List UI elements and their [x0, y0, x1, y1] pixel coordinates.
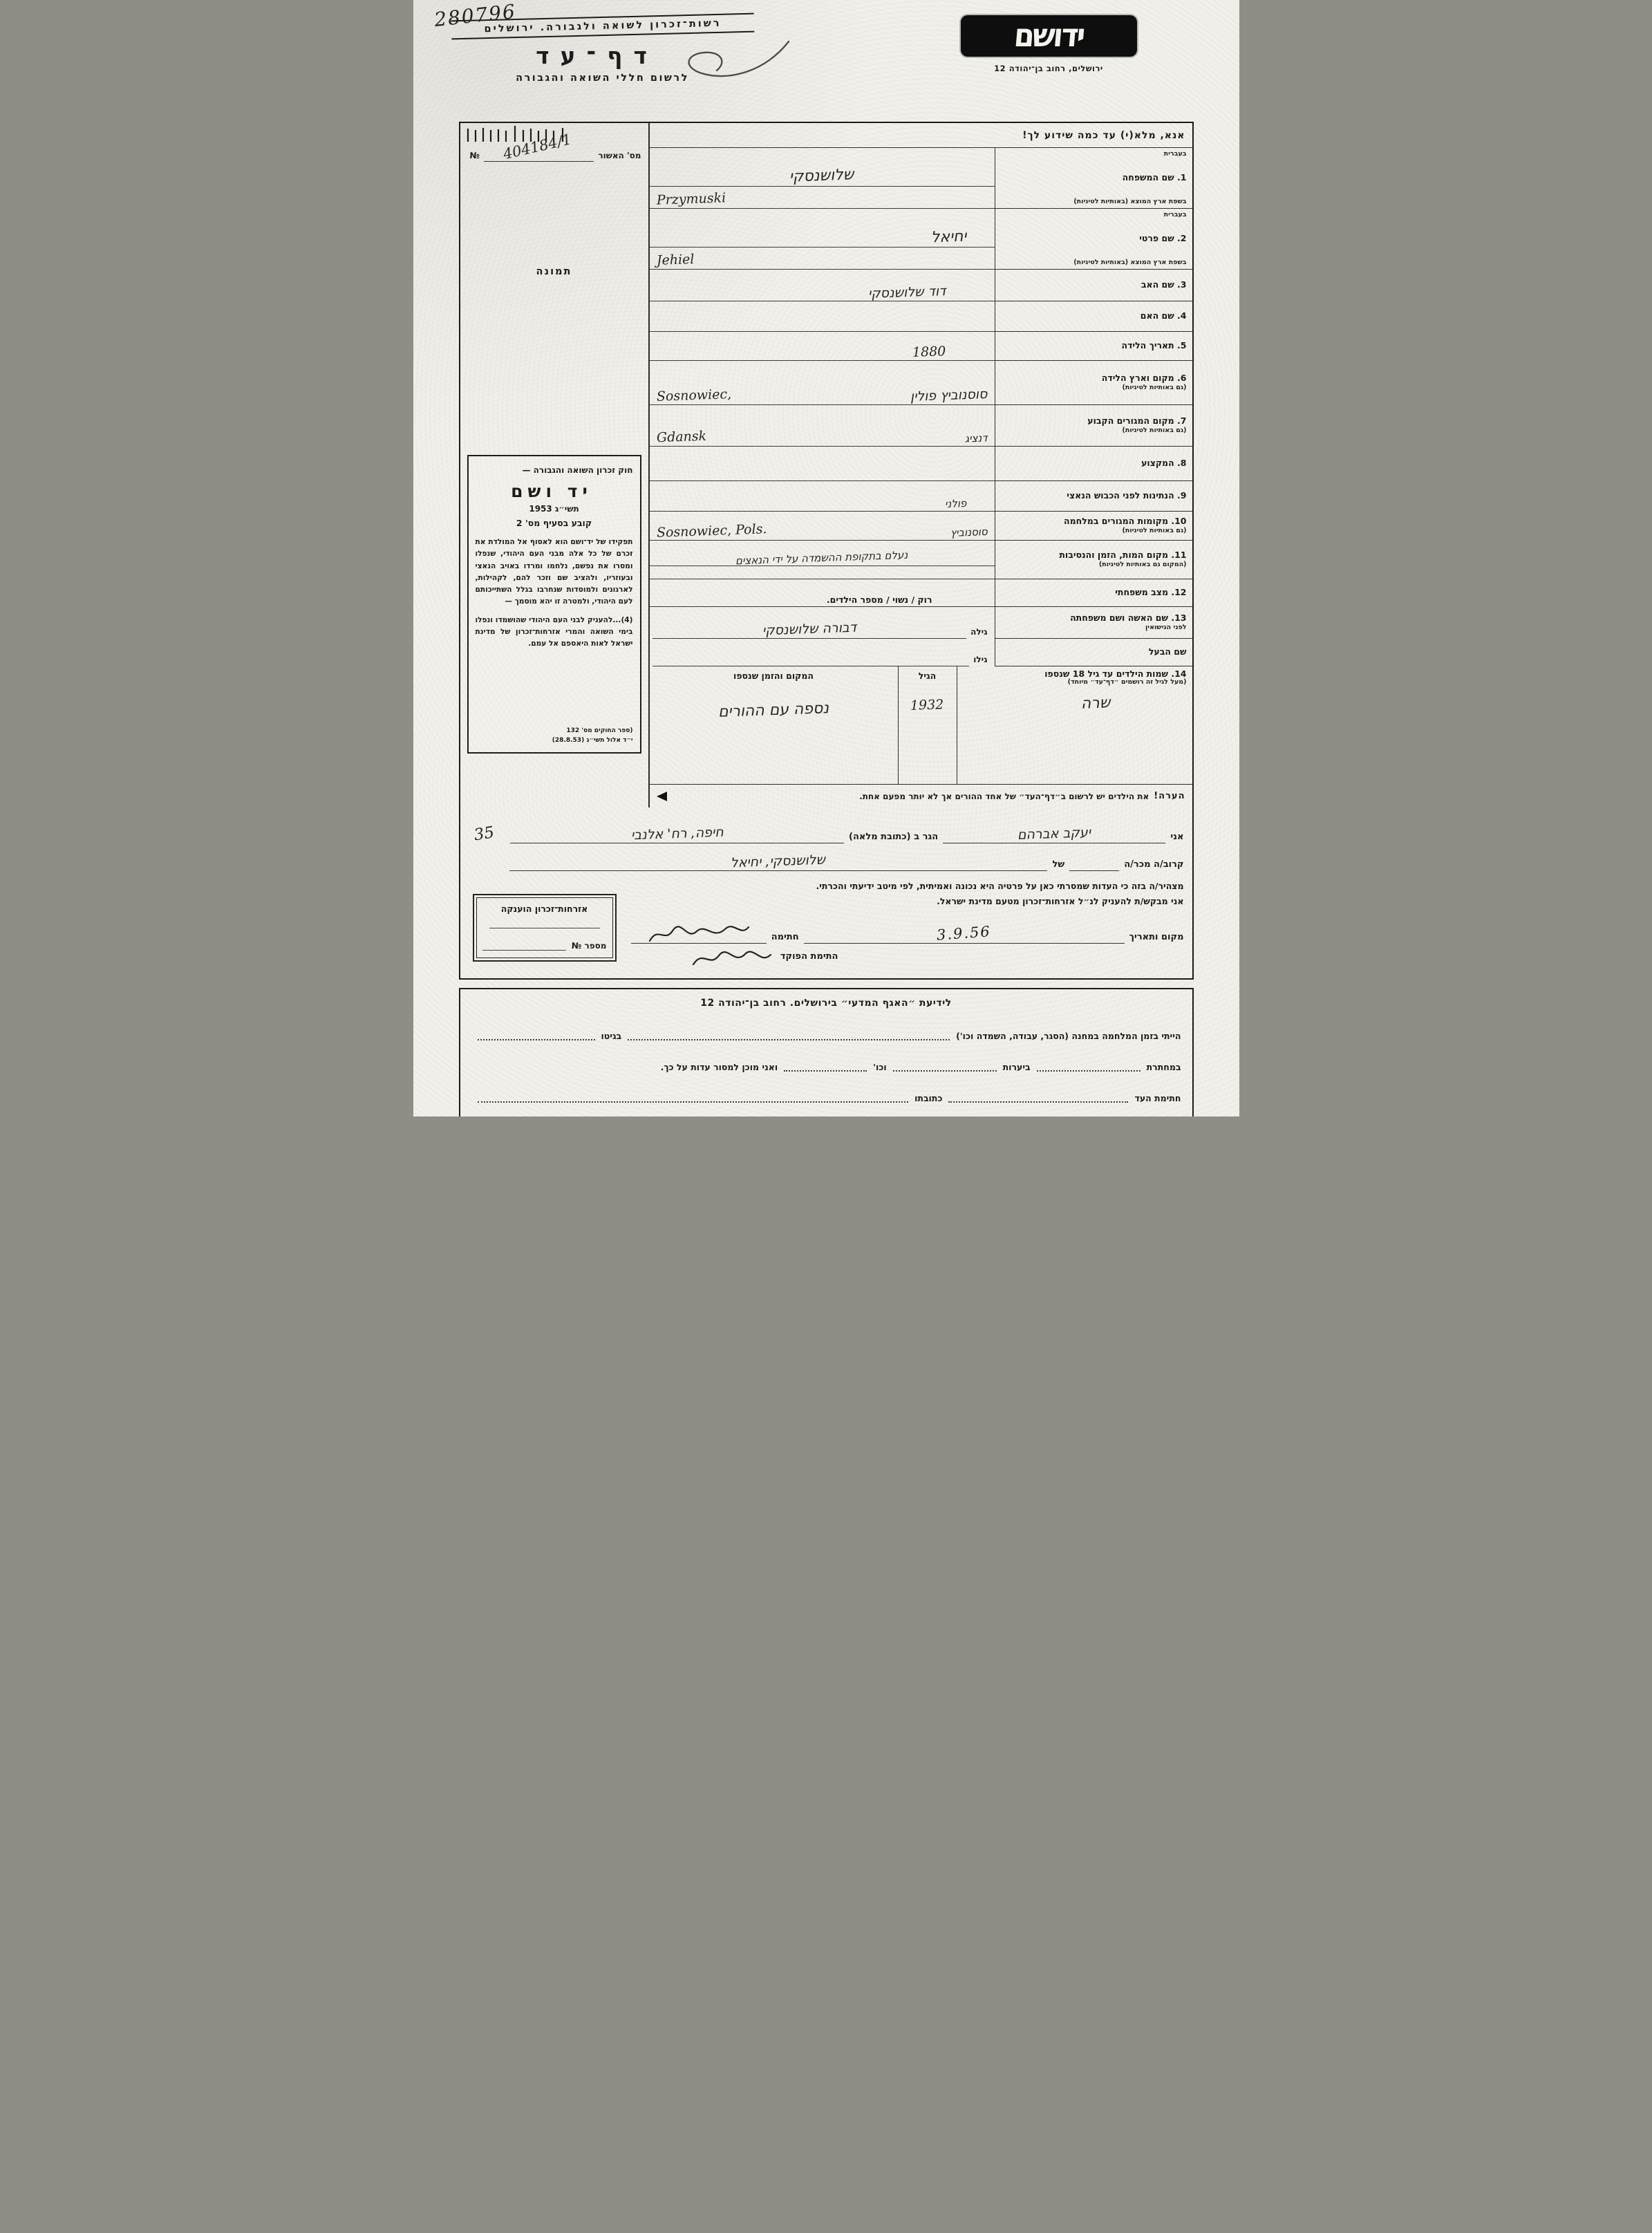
- handwritten-child-age: 1932: [910, 697, 944, 713]
- field-row-first-name: [650, 209, 1192, 270]
- declarant-identity-row: [469, 813, 1184, 843]
- note-text: את הילדים יש לרשום ב״דף־העד״ של אחד ההורים אך לא יותר מפעם אחת.: [859, 791, 1149, 801]
- handwritten-father-name: דוד שלושנסקי: [867, 283, 946, 302]
- witness-signature-label: חתימת העד: [1134, 1092, 1181, 1103]
- photo-label: תמונה: [536, 266, 572, 277]
- place-date-label: מקום ותאריך: [1129, 931, 1184, 942]
- latin-sublabel: (גם באותיות לטיניות): [1122, 527, 1187, 535]
- field-label-text: 7. מקום המגורים הקבוע: [1087, 415, 1187, 427]
- handwritten-residence-latin: Gdansk: [656, 428, 706, 446]
- ghetto-blank-line: [478, 1028, 595, 1040]
- date-line: [804, 922, 1125, 944]
- handwritten-family-name-hebrew: שלושנסקי: [789, 166, 854, 186]
- signature-label: חתימה: [771, 931, 799, 942]
- declarant-address-line: [510, 824, 844, 843]
- latin-sublabel: (גם באותיות לטיניות): [1122, 384, 1187, 392]
- main-form: [459, 122, 1194, 980]
- citizenship-number-line: [482, 942, 566, 951]
- field-label-family-name: [995, 148, 1192, 209]
- latin-sublabel: בשפת ארץ המוצא (באותיות לטיניות): [1073, 258, 1187, 266]
- memorial-citizenship-box: [473, 894, 617, 962]
- underground-label: במחתרת: [1146, 1061, 1181, 1072]
- relation-row: [469, 843, 1184, 871]
- handwritten-residence-hebrew: דנציג: [964, 431, 988, 445]
- children-field-sublabel: (מעל לגיל זה רושמים ״דף־עד״ מיוחד): [1067, 678, 1187, 686]
- note-row: [650, 784, 1192, 807]
- handwritten-death-circumstances: נעלם בתקופת ההשמדה על ידי הנאצים: [735, 548, 908, 568]
- left-sidebar: [460, 123, 648, 807]
- law-box: [467, 455, 641, 754]
- children-field-label: 14. שמות הילדים עד גיל 18 שנספו: [1044, 669, 1187, 679]
- handwritten-certificate-number: 404184/1: [501, 131, 574, 163]
- citizenship-request-statement: אני מבקש/ת להעניק לנ״ל אזרחות־זכרון מטעם מדינת ישראל.: [937, 895, 1184, 906]
- certificate-number-line: [484, 131, 594, 163]
- date-signature-row: [626, 910, 1184, 944]
- hebrew-sublabel: בעברית: [1163, 211, 1187, 218]
- field-row-residence: [650, 405, 1192, 447]
- yad-vashem-logo-text: ידושם: [1012, 17, 1085, 55]
- clerk-signature-row: [626, 944, 838, 971]
- law-footnote-line1: (ספר החוקים מס' 132: [566, 727, 633, 734]
- handwritten-birth-place-hebrew: סוסנוביץ פולין: [910, 386, 988, 404]
- handwritten-file-number: 280796: [433, 0, 517, 32]
- handwritten-wartime-residence-hebrew: סוסנוביץ: [950, 525, 988, 539]
- numero-symbol: №: [469, 151, 480, 160]
- children-place-column: [650, 666, 898, 784]
- age-column-header: הגיל: [918, 671, 937, 681]
- authority-stamp-line: רשות־זכרון לשואה ולגבורה. ירושלים: [451, 13, 754, 40]
- photo-placeholder: [467, 162, 641, 382]
- handwritten-house-number: 35: [472, 823, 496, 845]
- law-footnote: [476, 720, 633, 745]
- handwritten-child-name: שרה: [1080, 694, 1111, 713]
- relative-label: קרוב/ה מכר/ה: [1124, 859, 1184, 870]
- children-names-column: [957, 666, 1192, 784]
- i-label: אני: [1170, 832, 1184, 842]
- office-address: ירושלים, רחוב בן־יהודה 12: [994, 64, 1103, 73]
- willing-to-testify-label: ואני מוכן למסור עדות על כך.: [660, 1061, 778, 1072]
- handwritten-victim-name: שלושנסקי, יחיאל: [731, 852, 826, 871]
- handwritten-birth-place-latin: Sosnowiec,: [656, 386, 731, 404]
- handwritten-family-name-latin: Przymuski: [656, 190, 726, 208]
- handwritten-citizenship: פולני: [944, 496, 967, 511]
- camp-row: [471, 1011, 1181, 1043]
- scientific-branch-section: [459, 988, 1194, 1117]
- field-label-text: 9. הנתינות לפני הכבוש הנאצי: [1067, 490, 1187, 501]
- law-year: תשי״ג 1953: [529, 504, 579, 514]
- witness-signature-scribble: [647, 922, 751, 945]
- underground-blank-line: [1037, 1059, 1141, 1072]
- etc-blank-line: [784, 1059, 867, 1072]
- family-status-options: רוק / נשוי / מספר הילדים.: [826, 595, 932, 605]
- declaration-section: [460, 807, 1192, 978]
- field-label-text: 11. מקום המות, הזמן והנסיבות: [1059, 550, 1187, 561]
- field-label-first-name: [995, 209, 1192, 270]
- declaration-text-block: [626, 878, 1184, 971]
- field-row-birth-place: [650, 361, 1192, 405]
- children-table: [650, 666, 1192, 784]
- declaration-statement: מצהיר/ה בזה כי העדות שמסרתי כאן על פרטיה היא נכונה ואמיתית, לפי מיטב ידיעתי והכרתי.: [816, 881, 1184, 891]
- field-row-citizenship: [650, 481, 1192, 512]
- certificate-number-label: מס' האשור: [598, 151, 641, 160]
- law-section: קובע בסעיף מס' 2: [516, 518, 592, 529]
- camp-label: הייתי בזמן המלחמה במחנה (הסגר, עבודה, השמדה וכו'): [956, 1030, 1181, 1041]
- field-label-text: 8. המקצוע: [1141, 458, 1187, 469]
- law-footnote-line2: י״ד אלול תשי״ג (28.8.53): [552, 736, 633, 744]
- relation-blank-line: [1069, 857, 1119, 871]
- place-column-header: המקום והזמן שנספו: [733, 671, 814, 681]
- clerk-signature-label: התימת הפוקד: [780, 951, 838, 962]
- handwritten-date: 3.9.56: [936, 922, 992, 944]
- forests-label: ביערות: [1002, 1061, 1031, 1072]
- handwritten-birth-year: 1880: [912, 344, 946, 360]
- address-label: הגר ב (כתובת מלאה): [849, 832, 939, 842]
- field-label-text: 3. שם האב: [1141, 279, 1187, 290]
- ink-triangle-icon: [657, 792, 667, 801]
- field-label-text: 2. שם פרטי: [1139, 233, 1187, 244]
- of-label: של: [1052, 859, 1065, 870]
- note-label: הערה!: [1154, 791, 1185, 801]
- field-label-text: 4. שם האם: [1140, 310, 1187, 321]
- field-row-family-status: [650, 579, 1192, 607]
- field-row-mother-name: [650, 301, 1192, 332]
- ghetto-label: בגיטו: [601, 1030, 622, 1041]
- handwritten-declarant-address: חיפה, רח' אלנבי: [630, 824, 724, 843]
- handwritten-first-name-latin: Jehiel: [656, 252, 695, 268]
- underground-row: [471, 1043, 1181, 1074]
- forests-blank-line: [893, 1059, 997, 1072]
- scientific-branch-title: לידיעת ״האגף המדעי״ בירושלים. רחוב בן־יהודה 12: [700, 997, 952, 1009]
- field-row-family-name: [650, 148, 1192, 209]
- field-row-place-of-death: [650, 541, 1192, 579]
- law-heading: חוק זכרון השואה והגבורה —: [522, 465, 633, 475]
- her-age-label: גילה: [970, 627, 988, 637]
- latin-sublabel: (המקום גם באותיות לטיניות): [1098, 561, 1187, 569]
- his-age-label: גילו: [973, 655, 988, 664]
- handwritten-wartime-residence-latin: Sosnowiec, Pols.: [656, 521, 767, 541]
- handwritten-declarant-name: יעקב אברהם: [1017, 825, 1091, 843]
- law-body-text-2: (4)...להעניק לבני העם היהודי שהושמדו ונפלו בימי השואה והמרי אזרחות־זכרון של מדינת ישראל לאות היאספם אל עמם.: [475, 616, 633, 648]
- field-row-father-name: [650, 270, 1192, 301]
- form-subtitle: לרשום חללי השואה והגבורה: [516, 73, 689, 84]
- citizenship-number-label: מספר №: [571, 941, 607, 951]
- field-row-wife-name: [650, 607, 1192, 639]
- signature-line: [631, 930, 767, 944]
- page-header: [413, 0, 1239, 122]
- clerk-signature-scribble: [691, 948, 773, 969]
- field-label-text: 6. מקום וארץ הלידה: [1101, 373, 1187, 384]
- witness-address-line: [478, 1090, 909, 1103]
- handwritten-child-fate: נספה עם ההורים: [717, 700, 829, 721]
- field-sublabel: לפני הנישואין: [1145, 624, 1187, 632]
- field-row-profession: [650, 447, 1192, 481]
- etc-label: וכו': [873, 1061, 887, 1072]
- form-title: דף־עד: [536, 42, 658, 69]
- field-label-text: 1. שם המשפחה: [1122, 172, 1187, 183]
- field-row-birth-date: [650, 332, 1192, 361]
- children-age-column: [898, 666, 957, 784]
- handwritten-wife-name: דבורה שלושנסקי: [762, 619, 857, 639]
- field-label-text: 12. מצב משפחתי: [1115, 587, 1187, 598]
- hebrew-sublabel: בעברית: [1163, 150, 1187, 158]
- field-label-text: 10. מקומות המגורים במלחמה: [1064, 516, 1187, 527]
- title-block: [451, 17, 754, 84]
- field-row-husband-name: [650, 639, 1192, 666]
- field-row-wartime-residence: [650, 512, 1192, 541]
- yad-vashem-logo: [961, 15, 1137, 57]
- latin-sublabel: בשפת ארץ המוצא (באותיות לטיניות): [1073, 197, 1187, 205]
- field-label-text: 5. תאריך הלידה: [1121, 340, 1187, 351]
- fill-in-instruction: אנא, מלא(י) עד כמה שידוע לך!: [650, 123, 1192, 148]
- handwritten-first-name-hebrew: יחיאל: [930, 227, 967, 247]
- field-label-text: 13. שם האשה ושם משפחתה: [1070, 613, 1187, 624]
- witness-signature-line: [948, 1090, 1128, 1103]
- citizenship-granted-label: אזרחות־זכרון הוענקה: [500, 904, 588, 915]
- witness-signature-row: [471, 1074, 1181, 1105]
- victim-name-line: [509, 852, 1048, 871]
- law-body-text: תפקידו של יד־ושם הוא לאסוף אל המולדת את זכרם של כל אלה מבני העם היהודי, שנפלו ומסרו את נפשם, נלחמו ומרדו באויב הנאצי ובעוזריו, ולהציב שם וזכר להם, לקהילות, לארגונים ולמוסדות שנחרבו בגלל השתייכותם לעם היהודי, ולמטרה זו יהא מוסמך —: [475, 538, 633, 606]
- fields-area: [648, 123, 1192, 807]
- law-org-name: יד ושם: [511, 481, 592, 502]
- yad-vashem-logo-block: [961, 15, 1137, 73]
- declarant-name-line: [943, 825, 1165, 843]
- scanned-testimony-page: [413, 0, 1239, 1116]
- witness-address-label: כתובתו: [914, 1092, 943, 1103]
- camp-blank-line: [628, 1028, 950, 1040]
- latin-sublabel: (גם באותיות לטיניות): [1122, 427, 1187, 435]
- field-label-text: שם הבעל: [1148, 646, 1187, 657]
